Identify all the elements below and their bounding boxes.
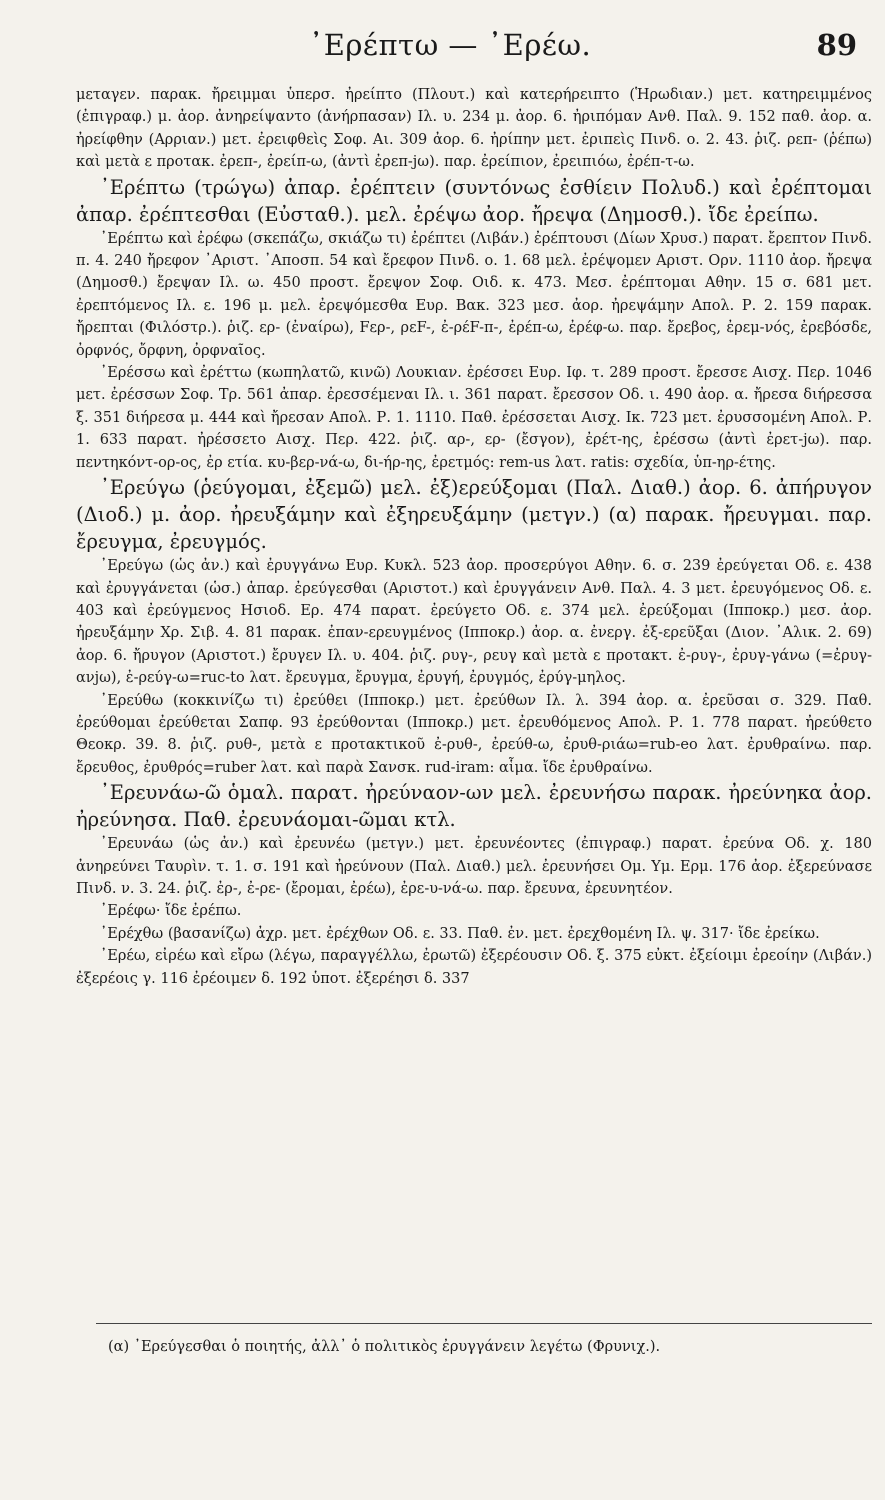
continuation-paragraph: μεταγεν. παρακ. ἤρειμμαι ὑπερσ. ἠρείπτο (Πλουτ.) καὶ κατερήρειπτο (Ἡρωδιαν.) μετ. κατηρειμμένος (ἐπιγραφ.) μ. ἀορ. ἀνηρείψαντο (ἀνήρπασαν) Ιλ. υ. 234 μ. ἀορ. 6. ἠριπόμαν Ανθ. Παλ. 9. 152 παθ. ἀορ. α. ἠρείφθην (Αρριαν.) μετ. ἐρειφθεὶς Σοφ. Αι. 309 ἀορ. 6. ἠρίπην μετ. ἐριπεὶς Πινδ. ο. 2. 43. ῥιζ. ρεπ- (ῥέπω) καὶ μετὰ ε προτακ. ἐρεπ-, ἐρείπ-ω, (ἀντὶ ἐρεπ-jω). παρ. ἐρείπιον, ἐρειπιόω, ἐρέπ-τ-ω. xyxy=(76,87,872,171)
entry-erechtho: ᾿Ερέχθω (βασανίζω) ἀχρ. μετ. ἐρέχθων Οδ. ε. 33. Παθ. ἐν. μετ. ἐρεχθομένη Ιλ. ψ. 317· ἴδε ἐρείκω. xyxy=(100,925,820,942)
page-header xyxy=(0,28,885,78)
footnote: (α) ᾿Ερεύγεσθαι ὁ ποιητής, ἀλλ᾿ ὁ πολιτικὸς ἐρυγγάνειν λεγέτω (Φρυνιχ.). xyxy=(108,1339,661,1355)
entry-ereutho: ᾿Ερεύθω (κοκκινίζω τι) ἐρεύθει (Ιπποκρ.) μετ. ἐρεύθων Ιλ. λ. 394 ἀορ. α. ἐρεῦσαι σ. 329. Παθ. ἐρεύθομαι ἐρεύθεται Σαπφ. 93 ἐρεύθονται (Ιπποκρ.) μετ. ἐρευθόμενος Απολ. Ρ. 1. 778 παρατ. ἠρεύθετο Θεοκρ. 39. 8. ῥιζ. ρυθ-, μετὰ ε προτακτικοῦ ἐ-ρυθ-, ἐρεύθ-ω, ἐρυθ-ριάω=rub-eo λατ. ἐρυθραίνω. παρ. ἔρευθος, ἐρυθρός=ruber λατ. καὶ παρὰ Σανσκ. rud-iram: αἷμα. ἴδε ἐρυθραίνω. xyxy=(76,692,872,776)
entry-eresso: ᾿Ερέσσω καὶ ἐρέττω (κωπηλατῶ, κινῶ) Λουκιαν. ἐρέσσει Ευρ. Ιφ. τ. 289 προστ. ἔρεσσε Αισχ. Περ. 1046 μετ. ἐρέσσων Σοφ. Τρ. 561 ἀπαρ. ἐρεσσέμεναι Ιλ. ι. 361 παρατ. ἔρεσσον Οδ. ι. 490 ἀορ. α. ἤρεσα διήρεσσα ξ. 351 διήρεσα μ. 444 καὶ ἤρεσαν Απολ. Ρ. 1. 1110. Παθ. ἐρέσσεται Αισχ. Ικ. 723 μετ. ἐρυσσομένη Απολ. Ρ. 1. 633 παρατ. ἠρέσσετο Αισχ. Περ. 422. ῥιζ. αρ-, ερ- (ἔσγον), ἐρέτ-ης, ἐρέσσω (ἀντὶ ἐρετ-jω). παρ. πεντηκόντ-ορ-ος, ἐρ ετία. κυ-βερ-νά-ω, δι-ήρ-ης, ἐρετμός: rem-us λατ. ratis: σχεδία, ὑπ-ηρ-έτης. xyxy=(76,365,872,471)
entry-heading-ereugo: ᾿Ερεύγω (ῥεύγομαι, ἐξεμῶ) μελ. ἐξ)ερεύξομαι (Παλ. Διαθ.) ἀορ. 6. ἀπήρυγον (Διοδ.) μ. ἀορ. ἠρευξάμην καὶ ἐξηρευξάμην (μετγν.) (α) παρακ. ἤρευγμαι. παρ. ἔρευγμα, ἐρευγμός. xyxy=(76,476,872,554)
page-body xyxy=(76,84,872,990)
entry-heading-ereunao: ᾿Ερευνάω-ῶ ὁμαλ. παρατ. ἠρεύναον-ων μελ. ἐρευνήσω παρακ. ἠρεύνηκα ἀορ. ἠρεύνησα. Παθ. ἐρευνάομαι-ῶμαι κτλ. xyxy=(76,781,872,832)
entry-ereunao-detail: ᾿Ερευνάω (ὡς ἀν.) καὶ ἐρευνέω (μετγν.) μετ. ἐρευνέοντες (ἐπιγραφ.) παρατ. ἐρεύνα Οδ. χ. 180 ἀνηρεύνει Ταυρὶν. τ. 1. σ. 191 καὶ ἠρεύνουν (Παλ. Διαθ.) μελ. ἐρευνήσει Ομ. Υμ. Ερμ. 176 ἀορ. ἐξερεύνασε Πινδ. ν. 3. 24. ῥιζ. ἐρ-, ἐ-ρε- (ἔρομαι, ἐρέω), ἐρε-υ-νά-ω. παρ. ἔρευνα, ἐρευνητέον. xyxy=(76,836,872,897)
entry-ereo: ᾿Ερέω, εἰρέω καὶ εἴρω (λέγω, παραγγέλλω, ἐρωτῶ) ἐξερέουσιν Οδ. ξ. 375 εὐκτ. ἐξείοιμι ἐρεοίην (Λιβάν.) ἐξερέοις γ. 116 ἐρέοιμεν δ. 192 ὑποτ. ἐξερέησι δ. 337 xyxy=(76,948,872,987)
entry-erepho: ᾿Ερέφω· ἴδε ἐρέπω. xyxy=(100,903,242,920)
entry-heading-erepto: ᾿Ερέπτω (τρώγω) ἀπαρ. ἐρέπτειν (συντόνως ἐσθίειν Πολυδ.) καὶ ἐρέπτομαι ἀπαρ. ἐρέπτεσθαι (Εὐσταθ.). μελ. ἐρέψω ἀορ. ἤρεψα (Δημοσθ.). ἴδε ἐρείπω. xyxy=(76,175,872,226)
footnote-divider xyxy=(96,1323,872,1324)
entry-erepto-detail: ᾿Ερέπτω καὶ ἐρέφω (σκεπάζω, σκιάζω τι) ἐρέπτει (Λιβάν.) ἐρέπτουσι (Δίων Χρυσ.) παρατ. ἔρεπτον Πινδ. π. 4. 240 ἤρεφον ᾿Αριστ. ᾿Αποσπ. 54 καὶ ἔρεφον Πινδ. ο. 1. 68 μελ. ἐρέψομεν Αριστ. Ορν. 1110 ἀορ. ἤρεψα (Δημοσθ.) ἔρεψαν Ιλ. ω. 450 προστ. ἔρεψον Σοφ. Οιδ. κ. 473. Μεσ. ἐρέπτομαι Αθην. 15 σ. 681 μετ. ἐρεπτόμενος Ιλ. ε. 196 μ. μελ. ἐρεψόμεσθα Ευρ. Βακ. 323 μεσ. ἀορ. ἠρεψάμην Απολ. Ρ. 2. 159 παρακ. ἤρεπται (Φιλόστρ.). ῥιζ. ερ- (ἐναίρω), Fερ-, ρεF-, ἐ-ρέF-π-, ἐρέπ-ω, ἐρέφ-ω. παρ. ἔρεβος, ἐρεμ-νός, ἐρεβόσδε, ὀρφνός, ὄρφνη, ὀρφναῖος. xyxy=(76,230,872,359)
entry-ereugo-detail: ᾿Ερεύγω (ὡς ἀν.) καὶ ἐρυγγάνω Ευρ. Κυκλ. 523 ἀορ. προσερύγοι Αθην. 6. σ. 239 ἐρεύγεται Οδ. ε. 438 καὶ ἐρυγγάνεται (ὡσ.) ἀπαρ. ἐρεύγεσθαι (Αριστοτ.) καὶ ἐρυγγάνειν Ανθ. Παλ. 4. 3 μετ. ἐρευγόμενος Οδ. ε. 403 καὶ ἐρεύγμενος Ησιοδ. Ερ. 474 παρατ. ἐρεύγετο Οδ. ε. 374 μελ. ἐρεύξομαι (Ιπποκρ.) μεσ. ἀορ. ἠρευξάμην Χρ. Σιβ. 4. 81 παρακ. ἐπαν-ερευγμένος (Ιπποκρ.) ἀορ. α. ἐνεργ. ἐξ-ερεῦξαι (Διον. ᾿Αλικ. 2. 69) ἀορ. 6. ἤρυγον (Αριστοτ.) ἔρυγεν Ιλ. υ. 404. ῥιζ. ρυγ-, ρευγ καὶ μετὰ ε προτακτ. ἐ-ρυγ-, ἐρυγ-γάνω (=ἐρυγ-ανjω), ἐ-ρεύγ-ω=ruc-to λατ. ἔρευγμα, ἔρυγμα, ἐρυγή, ἐρυγμός, ἐρύγ-μηλος. xyxy=(76,558,872,687)
running-title: ᾿Ερέπτω — ᾿Ερέω. xyxy=(308,28,592,62)
page-number: 89 xyxy=(816,28,857,62)
